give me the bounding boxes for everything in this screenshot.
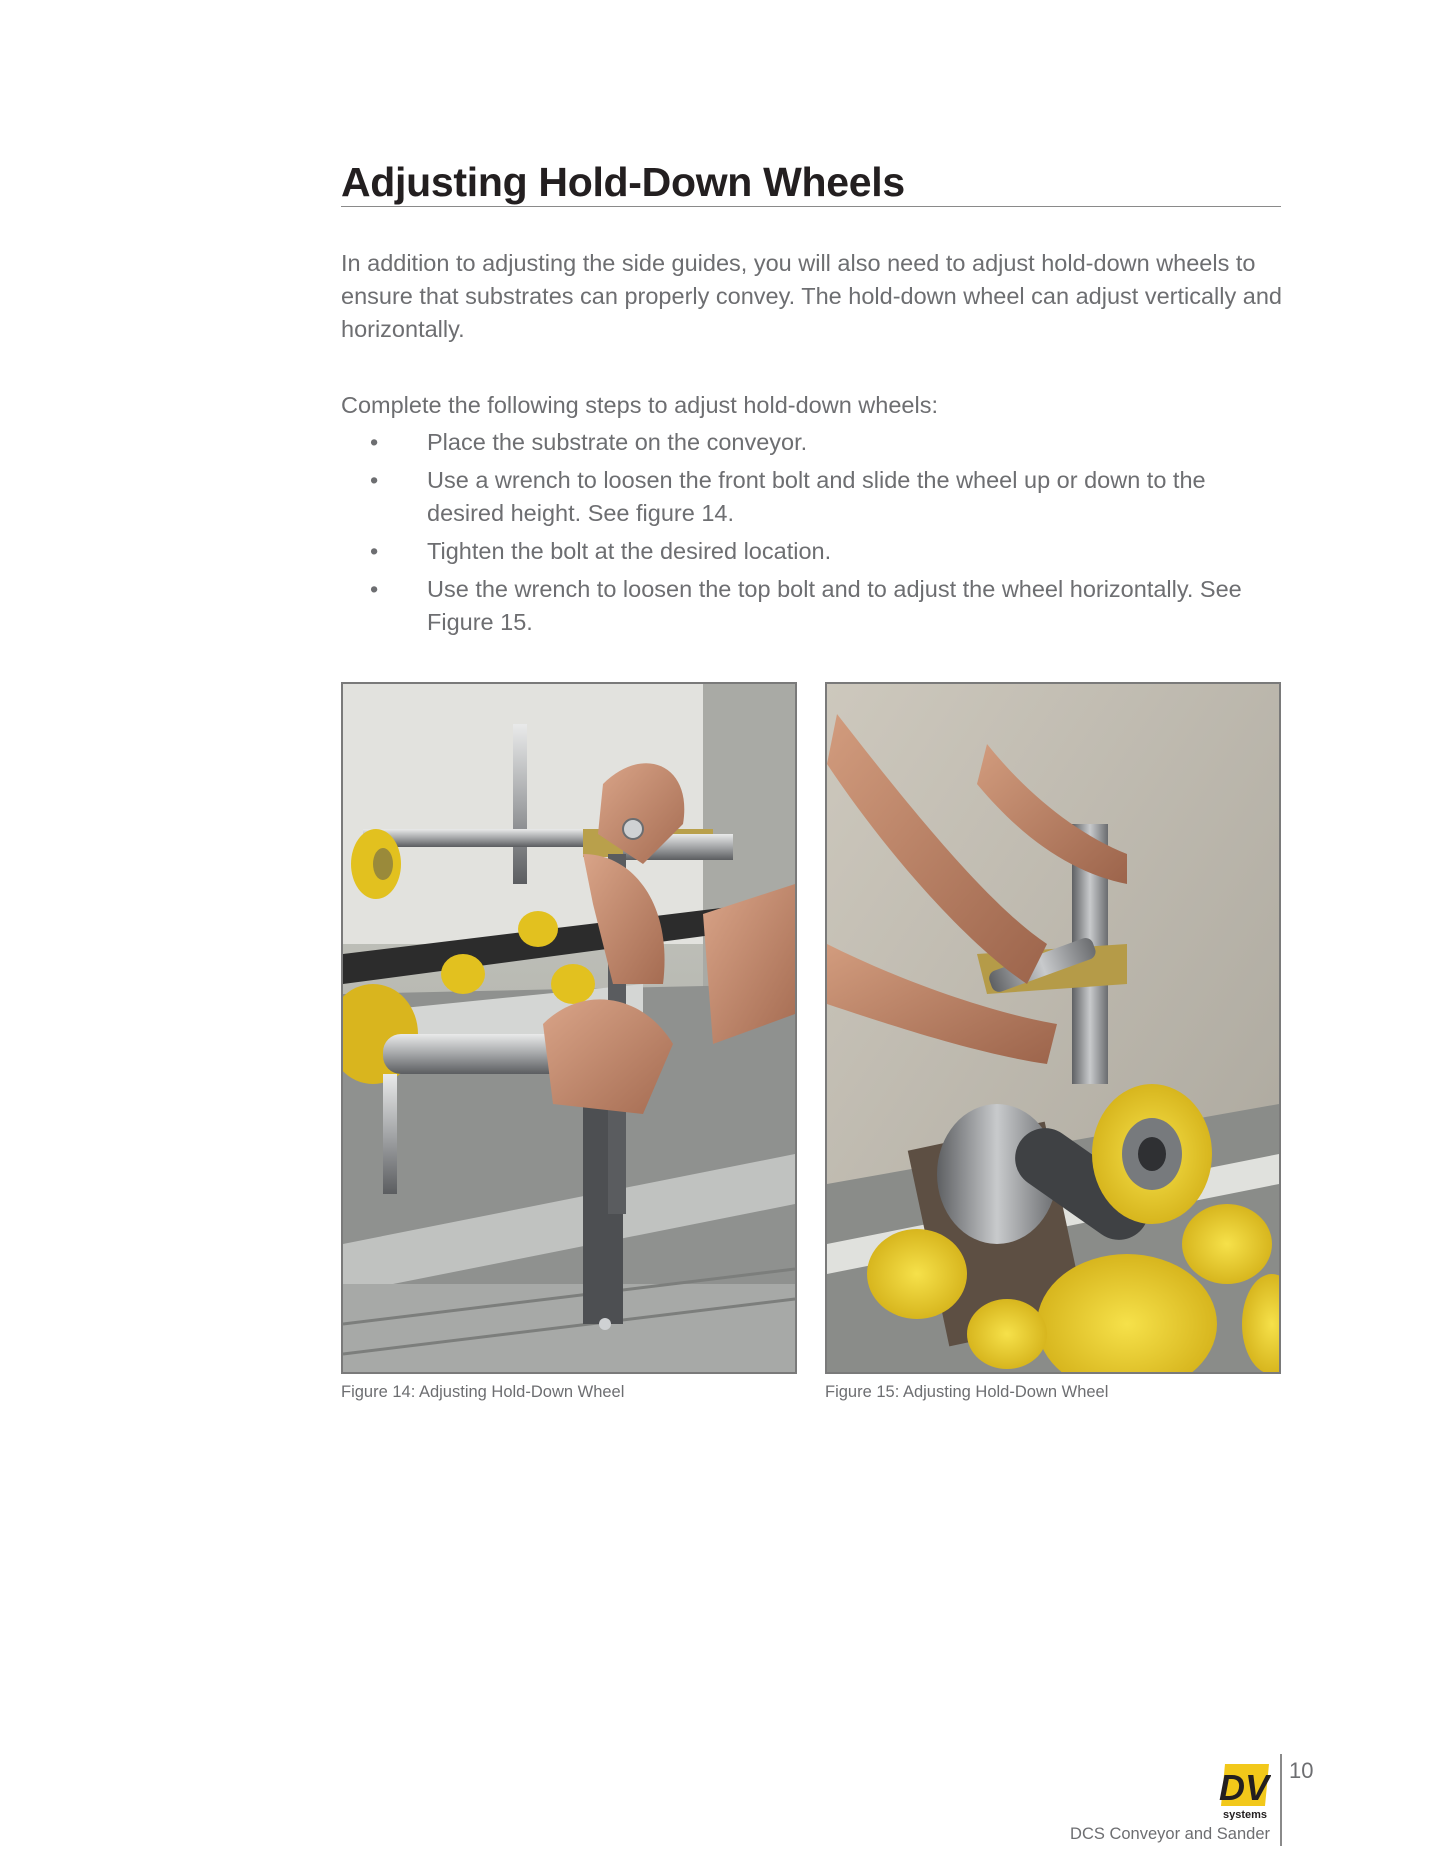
figure-15-caption: Figure 15: Adjusting Hold-Down Wheel — [825, 1383, 1109, 1401]
page-title: Adjusting Hold-Down Wheels — [341, 159, 905, 205]
list-item — [341, 573, 1286, 639]
figure-15-photo — [825, 682, 1281, 1374]
logo-subtext: systems — [1222, 1809, 1268, 1820]
bullet: • — [370, 467, 379, 493]
intro-paragraph: In addition to adjusting the side guides, you will also need to adjust hold-down wheels to ensure that substrates can properly convey. The hold-down wheel can adjust vertically and horizontally. — [341, 250, 1282, 342]
figure-14-photo — [341, 682, 797, 1374]
page-number: 10 — [1289, 1758, 1314, 1783]
bullet: • — [370, 576, 379, 602]
bullet: • — [370, 429, 379, 455]
step-text: Use a wrench to loosen the front bolt and slide the wheel up or down to the desired height. See figure 14. — [427, 467, 1206, 526]
list-item — [341, 464, 1286, 530]
step-text: Use the wrench to loosen the top bolt and to adjust the wheel horizontally. See Figure 15. — [427, 576, 1242, 635]
steps-list — [341, 426, 1286, 644]
step-text: Tighten the bolt at the desired location. — [427, 538, 832, 564]
list-item — [341, 426, 1286, 459]
bullet: • — [370, 538, 379, 564]
steps-lead: Complete the following steps to adjust hold-down wheels: — [341, 392, 938, 418]
figure-14-caption: Figure 14: Adjusting Hold-Down Wheel — [341, 1383, 625, 1401]
figure-14-illustration — [343, 684, 795, 1372]
footer-divider — [1280, 1754, 1282, 1846]
footer-product-name: DCS Conveyor and Sander — [1070, 1825, 1270, 1843]
step-text: Place the substrate on the conveyor. — [427, 429, 808, 455]
figure-15-illustration — [827, 684, 1279, 1372]
list-item — [341, 535, 1286, 568]
dv-systems-logo — [1219, 1762, 1271, 1820]
logo-text: DV — [1219, 1767, 1270, 1808]
section-heading-block — [341, 160, 1281, 207]
